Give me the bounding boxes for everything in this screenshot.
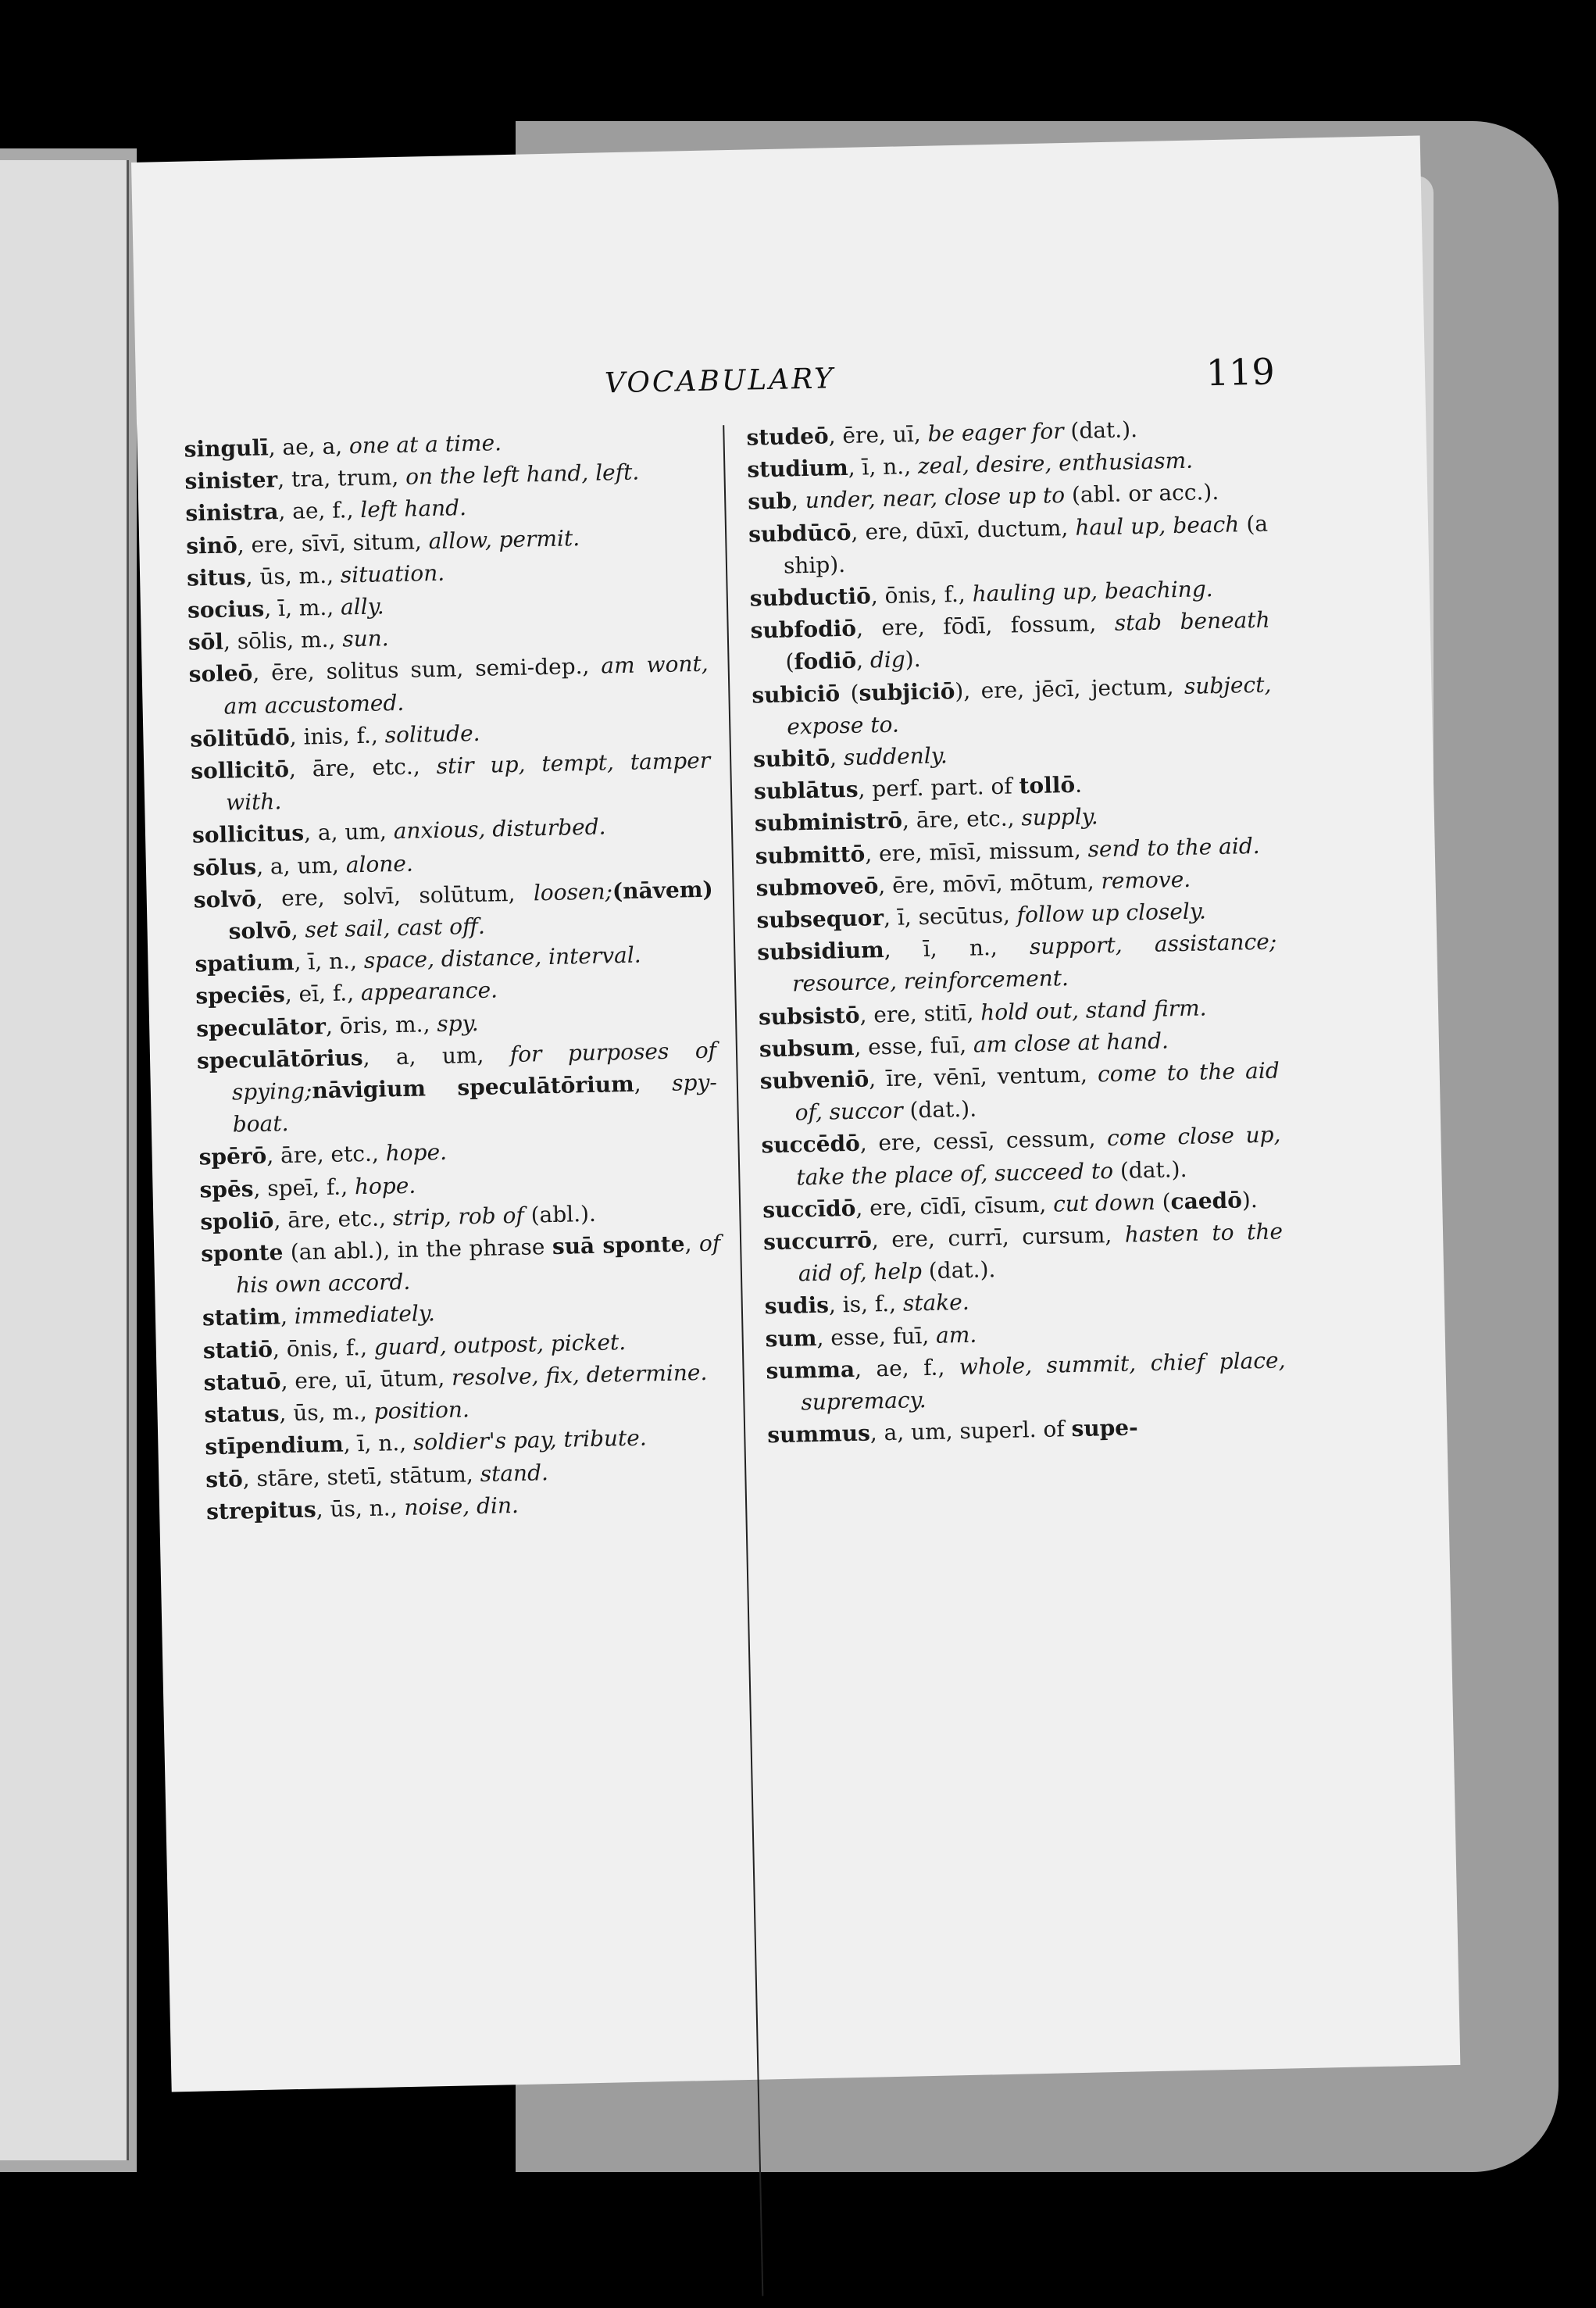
definition: send to the aid.: [1087, 832, 1260, 863]
definition: space, distance, interval.: [363, 941, 641, 974]
grammar: , a, um,: [303, 818, 395, 846]
grammar: , ī, m.,: [263, 594, 341, 622]
headword: sōlus: [192, 853, 257, 881]
headword: subductiō: [749, 583, 872, 612]
headword: subitō: [752, 745, 830, 773]
grammar: , speī, f.,: [253, 1173, 355, 1202]
headword: succīdō: [762, 1195, 856, 1224]
grammar: (an abl.), in the phrase: [283, 1234, 553, 1266]
definition: be eager for: [927, 418, 1064, 447]
definition: alone.: [345, 850, 414, 878]
headword-reference: fodiō: [794, 648, 857, 675]
grammar: , tra, trum,: [277, 463, 406, 493]
running-head: [135, 334, 1425, 416]
headword: soleō: [188, 660, 253, 688]
definition: dig: [869, 646, 906, 673]
grammar: , ēre, solitus sum, semi-dep.,: [252, 652, 602, 687]
headword: sub: [747, 488, 792, 515]
definition: allow, permit.: [428, 524, 580, 554]
grammar: , ere, sīvī, situm,: [237, 527, 430, 558]
definition: stand.: [480, 1459, 549, 1487]
headword: succurrō: [762, 1227, 873, 1256]
grammar: , āre, etc.,: [266, 1140, 387, 1170]
definition: on the left hand, left.: [405, 459, 640, 490]
headword: studium: [747, 455, 848, 483]
definition: loosen;: [533, 878, 613, 906]
grammar: , ī, n.,: [884, 934, 1030, 963]
note: (: [1155, 1188, 1171, 1215]
definition: under, near, close up to: [805, 482, 1066, 514]
grammar: , sōlis, m.,: [223, 626, 343, 655]
definition: for purposes of spying;: [231, 1037, 717, 1106]
headword-phrase: tollō: [1019, 772, 1076, 799]
headword: subsidium: [757, 937, 884, 966]
grammar: , ere, fōdī, fossum,: [855, 609, 1116, 641]
grammar: , ēre, mōvī, mōtum,: [878, 868, 1101, 899]
note: (dat.).: [921, 1256, 996, 1284]
vocab-entry: [191, 745, 712, 820]
note: (abl.).: [523, 1200, 597, 1228]
grammar: , ae, f.,: [854, 1354, 960, 1382]
definition: sun.: [341, 625, 389, 652]
definition: follow up closely.: [1016, 898, 1207, 928]
definition: subject, expose to.: [786, 671, 1272, 740]
definition: one at a time.: [348, 430, 502, 459]
grammar: , ōris, m.,: [325, 1010, 437, 1039]
headword: sinister: [184, 466, 278, 495]
grammar: , āre, etc.,: [273, 1205, 394, 1234]
grammar: ,: [829, 745, 844, 771]
grammar: , stāre, stetī, stātum,: [242, 1460, 480, 1492]
vocab-entry: [757, 926, 1278, 1001]
definition: am wont, am accustomed.: [223, 651, 709, 720]
vocab-entry: [766, 1344, 1287, 1419]
grammar: ,: [634, 1070, 673, 1097]
headword: speculātōrius: [196, 1044, 363, 1074]
definition: resolve, fix, determine.: [451, 1359, 708, 1391]
headword: succēdō: [761, 1131, 861, 1159]
definition: suddenly.: [843, 742, 948, 771]
grammar: , ī, secūtus,: [883, 902, 1018, 931]
headword: sollicitus: [191, 820, 305, 849]
headword: statim: [202, 1303, 281, 1331]
grammar: , ere, currī, cursum,: [871, 1221, 1126, 1253]
headword: subiciō: [752, 680, 841, 709]
headword: subdūcō: [748, 519, 852, 548]
definition: anxious, disturbed.: [393, 813, 606, 845]
vocab-entry: [763, 1216, 1284, 1291]
headword: sollicitō: [190, 756, 290, 784]
headword: subveniō: [759, 1066, 869, 1095]
left-page-edge: [0, 160, 129, 2160]
headword: sinistra: [185, 498, 279, 527]
headword: speciēs: [195, 981, 286, 1009]
definition: strip, rob of: [392, 1202, 525, 1231]
grammar: , is, f.,: [828, 1291, 904, 1319]
definition: spy.: [436, 1009, 479, 1037]
definition: solitude.: [384, 720, 480, 748]
vocab-entry: [761, 1119, 1282, 1194]
vocab-entry: [748, 507, 1269, 582]
definition: position.: [373, 1396, 470, 1424]
definition: set sail, cast off.: [305, 913, 486, 943]
headword: sōl: [187, 628, 224, 656]
grammar: , ere, stitī,: [859, 999, 981, 1028]
headword: spoliō: [200, 1207, 274, 1235]
definition: zeal, desire, enthusiasm.: [917, 447, 1194, 480]
definition: come close up, take the place of, succeed to: [796, 1121, 1281, 1191]
note: (a ship).: [783, 510, 1269, 579]
grammar: , ere, cessī, cessum,: [859, 1125, 1108, 1157]
grammar: , ūs, m.,: [279, 1398, 375, 1427]
definition: immediately.: [294, 1300, 436, 1330]
definition: hauling up, beaching.: [972, 576, 1213, 607]
headword-phrase: nāvigium speculātōrium: [312, 1070, 635, 1104]
note: ).: [905, 646, 921, 673]
headword: statiō: [202, 1336, 273, 1364]
headword: sinō: [185, 531, 238, 559]
headword: summus: [766, 1420, 871, 1449]
grammar: , eī, f.,: [284, 980, 362, 1008]
grammar: , ī, n.,: [848, 453, 919, 481]
vocab-entry: [188, 648, 709, 723]
definition: stir up, tempt, tamper with.: [225, 747, 711, 816]
headword: subfodiō: [750, 615, 857, 644]
grammar: .: [1074, 771, 1083, 799]
headword: studeō: [746, 423, 829, 451]
note: (dat.).: [902, 1095, 977, 1124]
definition: support, assistance; resource, reinforcement.: [791, 928, 1277, 997]
grammar: , a, um, superl. of: [869, 1416, 1072, 1446]
definition: stab beneath: [1114, 606, 1270, 636]
grammar: , ere, solvī, solūtum,: [255, 880, 534, 912]
grammar: , āre, etc.,: [288, 753, 437, 782]
definition: whole, summit, chief place, supremacy.: [801, 1347, 1286, 1416]
left-column: [184, 423, 726, 1528]
grammar: , perf. part. of: [858, 773, 1019, 802]
grammar: , esse, fuī,: [816, 1322, 937, 1351]
definition: soldier's pay, tribute.: [412, 1424, 648, 1456]
headword: status: [204, 1400, 280, 1428]
grammar: ,: [684, 1231, 700, 1257]
right-column: [746, 411, 1287, 1452]
grammar: , a, um,: [255, 852, 347, 880]
headword: solvō: [193, 885, 257, 913]
definition: hold out, stand firm.: [980, 995, 1207, 1026]
definition: come to the aid of, succor: [794, 1057, 1280, 1126]
headword-phrase: suā sponte: [552, 1231, 685, 1260]
grammar: ,: [280, 1303, 295, 1330]
definition: of his own accord.: [235, 1230, 721, 1299]
definition: spy-boat.: [232, 1069, 718, 1138]
definition: situation.: [340, 559, 445, 588]
note: (dat.).: [1063, 416, 1138, 445]
definition: hope.: [354, 1172, 416, 1199]
grammar: , ere, uī, ūtum,: [280, 1364, 452, 1395]
grammar: ,: [855, 647, 871, 674]
grammar: ,: [291, 916, 305, 943]
headword: spatium: [195, 949, 295, 977]
definition: hasten to the aid of, help: [798, 1218, 1284, 1287]
grammar: , ūs, n.,: [316, 1494, 405, 1523]
headword-phrase: subjiciō: [859, 677, 955, 706]
headword: stō: [205, 1465, 244, 1492]
grammar: , esse, fuī,: [854, 1031, 974, 1060]
definition: left hand.: [359, 495, 467, 523]
grammar: , ōnis, f.,: [870, 581, 973, 609]
vocab-entry: [201, 1227, 722, 1302]
grammar: , ere, dūxī, ductum,: [851, 514, 1076, 545]
headword-phrase: (nāvem) solvō: [228, 876, 713, 945]
grammar: , inis, f.,: [289, 722, 386, 750]
headword-phrase: supe-: [1071, 1414, 1139, 1442]
definition: remove.: [1101, 866, 1191, 895]
note: (: [785, 648, 794, 676]
definition: stake.: [902, 1289, 970, 1317]
grammar: , ae, a,: [268, 433, 350, 461]
headword: strepitus: [205, 1496, 317, 1525]
headword: spērō: [198, 1143, 267, 1170]
headword-reference: caedō: [1170, 1187, 1243, 1215]
grammar: (: [839, 680, 859, 706]
book-page: [131, 135, 1460, 2092]
grammar: ), ere, jēcī, jectum,: [954, 673, 1185, 704]
definition: supply.: [1021, 803, 1098, 831]
definition: ally.: [340, 593, 384, 620]
headword: subsequor: [756, 905, 884, 934]
grammar: , āre, etc.,: [902, 805, 1022, 834]
grammar: , ere, cīdī, cīsum,: [855, 1191, 1054, 1221]
headword: sponte: [200, 1239, 284, 1267]
definition: haul up, beach: [1075, 511, 1240, 541]
note: (abl. or acc.).: [1064, 479, 1219, 509]
headword: spēs: [199, 1175, 254, 1203]
grammar: , ī, n.,: [343, 1430, 414, 1457]
vocab-entry: [750, 604, 1271, 679]
grammar: , ere, mīsī, missum,: [864, 836, 1088, 867]
vocab-entry: [759, 1055, 1280, 1130]
headword: sum: [765, 1324, 817, 1352]
headword: sōlitūdō: [190, 723, 291, 752]
page-number: 119: [1205, 350, 1276, 395]
definition: appearance.: [360, 977, 498, 1006]
grammar: , ūs, m.,: [245, 562, 341, 590]
vocab-entry: [193, 873, 714, 948]
headword: sudis: [764, 1292, 830, 1320]
grammar: ,: [791, 488, 806, 514]
headword: submoveō: [755, 873, 879, 902]
headword: statuō: [203, 1368, 281, 1396]
definition: hope.: [385, 1139, 448, 1167]
headword: singulī: [184, 434, 269, 463]
headword: speculātor: [195, 1013, 327, 1042]
grammar: , ī, n.,: [294, 948, 365, 976]
grammar: , ēre, uī,: [828, 420, 928, 449]
headword: stīpendium: [205, 1431, 345, 1460]
grammar: , a, um,: [362, 1041, 511, 1070]
headword: submittō: [755, 841, 866, 870]
definition: noise, din.: [404, 1492, 520, 1520]
grammar: ).: [1241, 1186, 1258, 1213]
grammar: , ōnis, f.,: [272, 1334, 375, 1363]
headword: socius: [187, 595, 265, 623]
headword: subministrō: [754, 807, 903, 837]
note: (dat.).: [1112, 1156, 1187, 1184]
running-title: VOCABULARY: [604, 363, 836, 400]
definition: am.: [935, 1321, 977, 1349]
definition: guard, outpost, picket.: [373, 1328, 627, 1360]
vocab-entry: [197, 1034, 718, 1141]
grammar: , ae, f.,: [278, 497, 361, 525]
grammar: , īre, vēnī, ventum,: [868, 1061, 1098, 1092]
headword: subsum: [759, 1034, 855, 1063]
headword: situs: [186, 563, 246, 591]
definition: am close at hand.: [973, 1027, 1169, 1058]
headword: summa: [766, 1356, 855, 1384]
headword: subsistō: [758, 1002, 860, 1031]
vocab-entry: [752, 668, 1273, 743]
headword: sublātus: [753, 776, 859, 805]
definition: cut down: [1052, 1188, 1156, 1217]
